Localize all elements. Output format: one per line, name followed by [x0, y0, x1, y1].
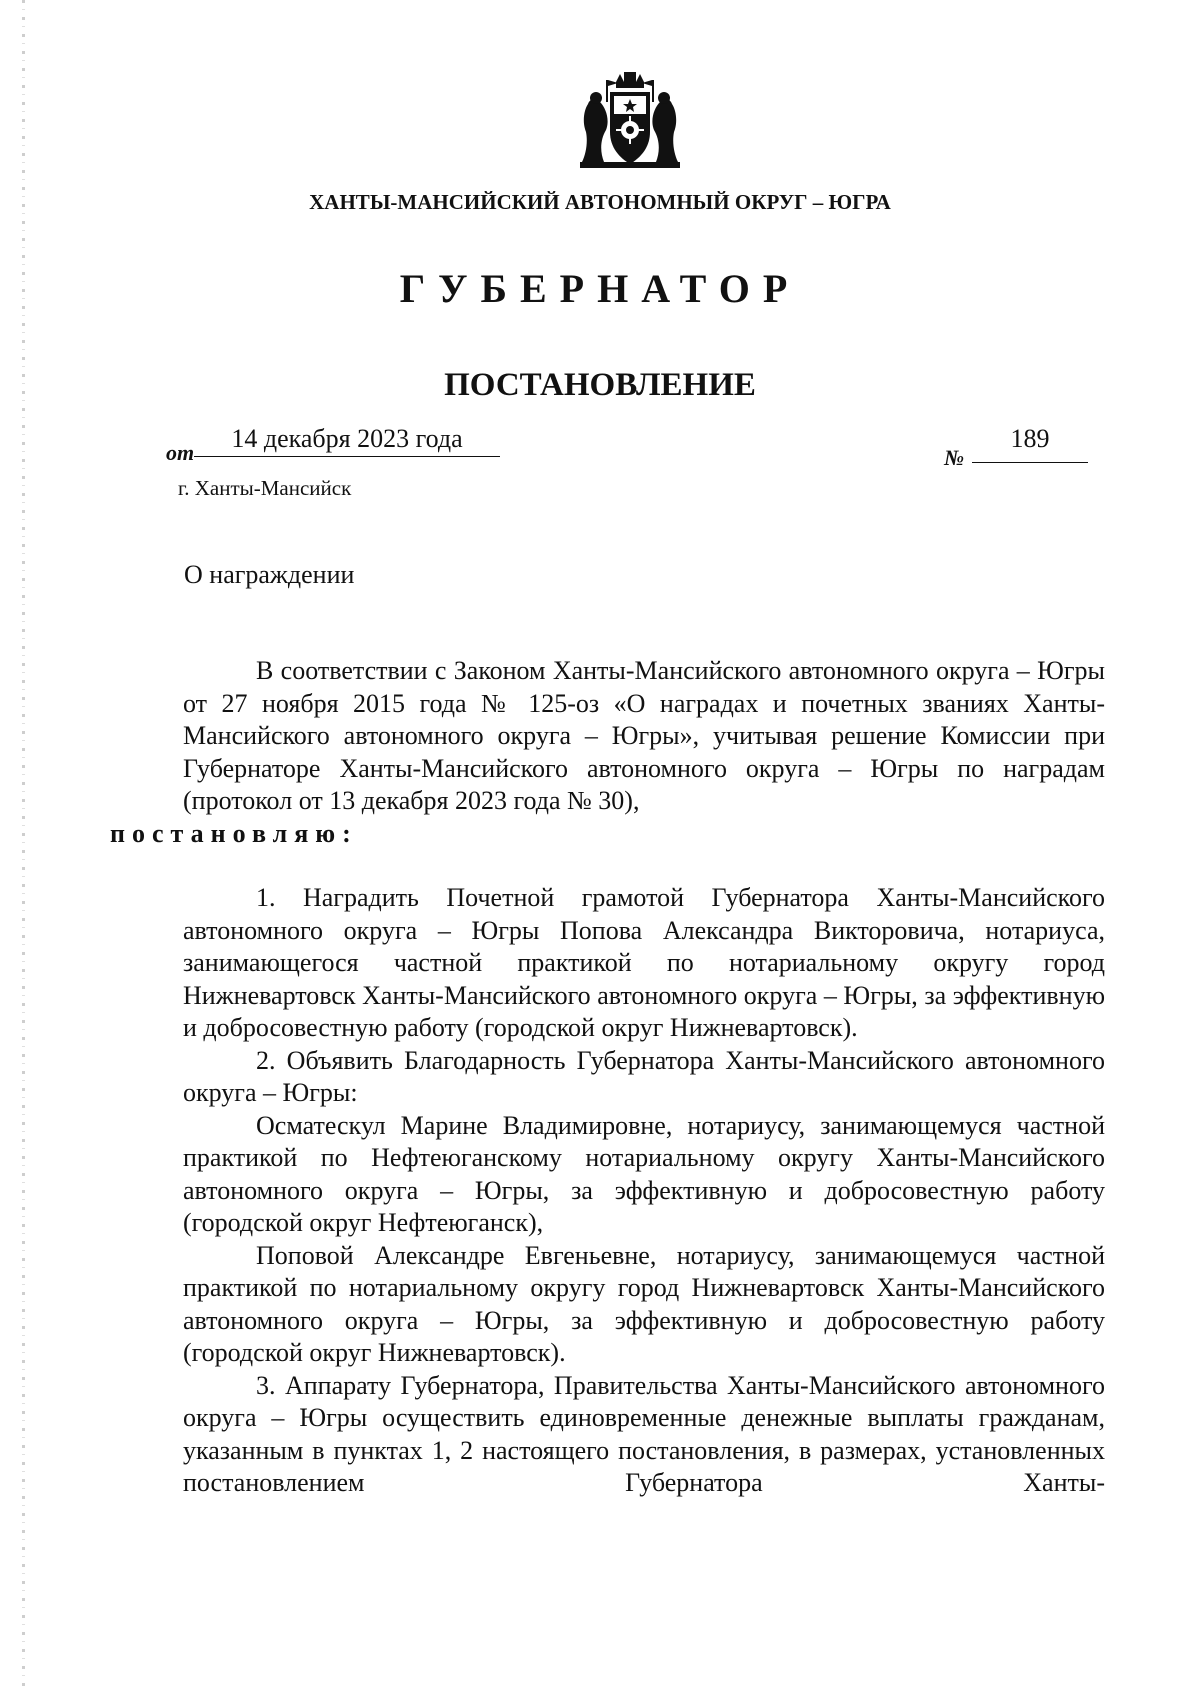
document-subject: О награждении	[184, 560, 355, 589]
item-2-paragraph: 2. Объявить Благодарность Губернатора Ханты-Мансийского автономного округа – Югры:	[183, 1045, 1105, 1107]
date-prefix-label: от	[166, 440, 195, 465]
authority-title: ГУБЕРНАТОР	[399, 266, 801, 311]
item-2a-paragraph: Осматескул Марине Владимировне, нотариусу, занимающемуся частной практикой по Нефтеюганскому нотариальному округу Ханты-Мансийского автономного округа – Югры, за эффективную и добросовестную работу (городской округ Нефтеюганск),	[183, 1110, 1105, 1237]
region-title: ХАНТЫ-МАНСИЙСКИЙ АВТОНОМНЫЙ ОКРУГ – ЮГРА	[309, 190, 891, 214]
item-3-paragraph: 3. Аппарату Губернатора, Правительства Ханты-Мансийского автономного округа – Югры осуществить единовременные денежные выплаты гражданам, указанным в пунктах 1, 2 настоящего постановления, в размерах, установленных постановлением Губернатора Ханты-	[183, 1370, 1105, 1497]
item-2b-paragraph: Поповой Александре Евгеньевне, нотариусу, занимающемуся частной практикой по нотариальному округу город Нижневартовск Ханты-Мансийского автономного округа – Югры, за эффективную и добросовестную работу (городской округ Нижневартовск).	[183, 1240, 1105, 1367]
scan-edge-artifact	[22, 0, 25, 1686]
coat-of-arms-emblem	[576, 70, 684, 170]
document-type-title: ПОСТАНОВЛЕНИЕ	[444, 367, 756, 403]
preamble-text: В соответствии с Законом Ханты-Мансийского автономного округа – Югры от 27 ноября 2015 года № 125-оз «О наградах и почетных званиях Ханты-Мансийского автономного округа – Югры», учитывая решение Комиссии при Губернаторе Ханты-Мансийского автономного округа – Югры по наградам (протокол от 13 декабря 2023 года № 30),	[183, 656, 1105, 815]
document-date: 14 декабря 2023 года	[194, 422, 500, 457]
decree-word: постановляю:	[110, 818, 358, 848]
number-prefix-label: №	[944, 445, 965, 470]
document-body	[110, 655, 1105, 1500]
preamble-paragraph	[110, 655, 1105, 850]
document-place: г. Ханты-Мансийск	[178, 476, 352, 500]
document-number: 189	[972, 422, 1088, 463]
item-1-paragraph: 1. Наградить Почетной грамотой Губернатора Ханты-Мансийского автономного округа – Югры Попова Александра Викторовича, нотариуса, занимающегося частной практикой по нотариальному округу город Нижневартовск Ханты-Мансийского автономного округа – Югры, за эффективную и добросовестную работу (городской округ Нижневартовск).	[183, 883, 1105, 1042]
